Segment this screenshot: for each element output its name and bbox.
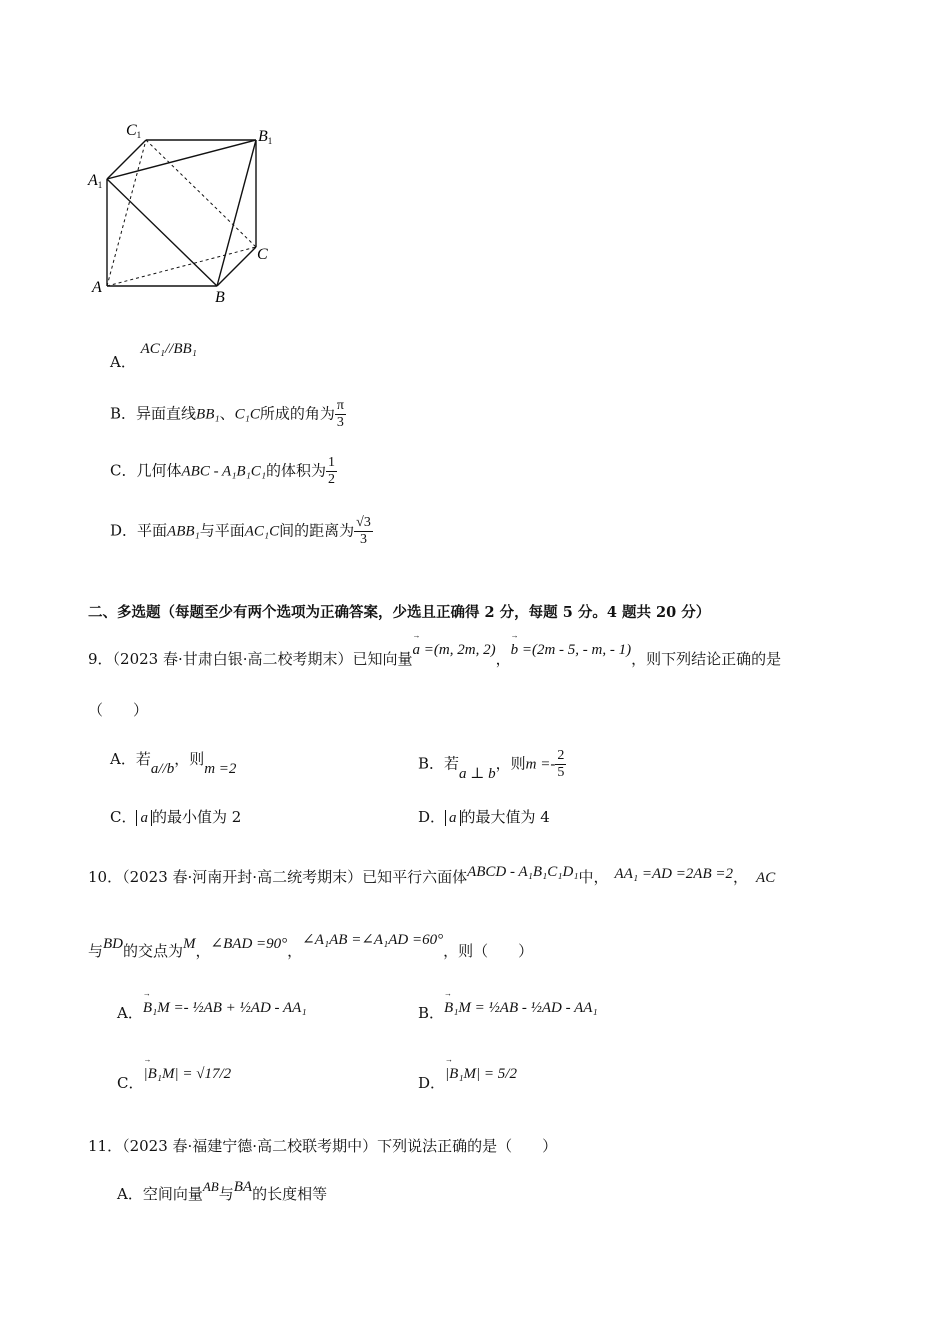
question-number: 10． (88, 868, 123, 886)
option-text: ，则 (174, 750, 205, 768)
math-abb1: ABB₁ (167, 523, 200, 540)
fraction-2-5: $\frac{2}{5}$ (557, 748, 565, 780)
option-text: 几何体 (136, 461, 182, 480)
option-letter: C． (117, 1074, 144, 1092)
math-angle-bad: ∠BAD =90° (210, 936, 288, 952)
math-bd: BD (103, 936, 124, 952)
label-C: C (257, 246, 268, 263)
label-B: B (215, 289, 225, 306)
math-vector-b: → b =(2m - 5, - m, - 1) (511, 642, 632, 659)
math-m-equals: m =- (525, 756, 556, 773)
option-letter: B． (418, 754, 445, 773)
math-ac: AC (756, 870, 776, 886)
prism-figure (80, 115, 290, 310)
option-text: 若 (444, 754, 460, 773)
edge-C1-C-hidden (146, 140, 256, 247)
option-text: 若 (135, 750, 151, 768)
label-C1: C1 (126, 122, 142, 140)
option-text: 与 (218, 1185, 234, 1203)
edge-A-C1-hidden (107, 140, 146, 286)
option-letter: D． (110, 521, 138, 540)
option-text: 与平面 (199, 521, 245, 540)
question-text: 中， (578, 868, 609, 886)
question-text: 已知平行六面体 (362, 868, 468, 886)
punct: ， (495, 650, 511, 668)
edge-A1-C1 (107, 140, 146, 179)
option-letter: C． (110, 808, 137, 826)
edge-A-C-hidden (107, 247, 256, 286)
math-c1c: C₁C (234, 406, 260, 423)
option-text: 的长度相等 (252, 1185, 328, 1203)
question-text: ，则（ ） (443, 942, 534, 960)
math-bb1: BB₁ (196, 406, 220, 423)
question-text: ，则下列结论正确的是 (631, 650, 782, 668)
q9-option-d (418, 806, 550, 827)
option-letter: B． (110, 404, 137, 423)
option-text: 平面 (137, 521, 168, 540)
edge-A1-B (107, 179, 217, 286)
option-text: 异面直线 (136, 404, 197, 423)
q9-option-a (110, 748, 237, 777)
math-abs-a: a (445, 810, 461, 826)
question-text: 已知向量 (352, 650, 413, 668)
question-number: 11． (88, 1137, 123, 1155)
question-text: 的交点为 (123, 942, 184, 960)
punct: ， (195, 942, 211, 960)
label-A1: A1 (88, 172, 103, 190)
section-heading: 二、多选题（每题至少有两个选项为正确答案，少选且正确得 2 分，每题 5 分。4 题共 20 分） (88, 604, 711, 621)
q10-option-b (418, 996, 598, 1022)
punct: ， (287, 942, 303, 960)
math-ac1-parallel-bb1: AC₁//BB₁ (140, 341, 197, 357)
option-text: 间的距离为 (279, 521, 355, 540)
math-b1m-length: → |B₁M| = √17/2 (143, 1066, 231, 1083)
punct: ， (733, 868, 749, 886)
math-a-perp-b: a ⊥ b (459, 765, 496, 782)
edge-B1-B (217, 140, 256, 286)
option-text: 所成的角为 (259, 404, 335, 423)
math-angles-a1: ∠A₁AB =∠A₁AD =60° (302, 932, 444, 948)
q9-paren: （ ） (88, 701, 149, 719)
option-letter: A． (110, 353, 136, 371)
q10-stem-line2 (88, 932, 534, 961)
option-letter: C． (110, 461, 137, 480)
label-A: A (92, 279, 102, 296)
option-letter: A． (110, 750, 136, 768)
math-lengths: AA₁ =AD =2AB =2 (614, 866, 734, 882)
math-a-parallel-b: a//b (150, 761, 175, 777)
option-letter: A． (117, 1185, 143, 1203)
q10-option-c (117, 1062, 232, 1092)
q8-option-b (110, 398, 346, 431)
option-letter: A． (117, 1004, 143, 1022)
option-text: 的最小值为 2 (151, 808, 242, 826)
math-b1m-length: → |B₁M| = 5/2 (445, 1066, 517, 1083)
fraction-sqrt3-3: $\frac{√3}{3}$ (356, 515, 371, 547)
edge-A1-B1 (107, 140, 256, 179)
option-text: 的最大值为 4 (460, 808, 550, 826)
math-ab: AB (202, 1179, 219, 1194)
q8-option-a (110, 337, 197, 371)
label-B1: B1 (258, 128, 273, 146)
q11-option-a (117, 1179, 328, 1204)
fraction-pi-3: $\frac{\pi}{3}$ (336, 398, 344, 430)
math-m: M (183, 936, 196, 952)
math-m-equals-2: m =2 (204, 761, 237, 777)
math-solid: ABC - A₁B₁C₁ (181, 463, 267, 480)
question-text: 与 (88, 942, 104, 960)
q10-option-a (117, 996, 307, 1022)
separator: 、 (219, 404, 235, 423)
option-letter: B． (418, 1004, 445, 1022)
option-letter: D． (418, 808, 446, 826)
math-b1m-expression: → B₁M = ½AB - ½AD - AA₁ (444, 1000, 598, 1017)
question-number: 9． (88, 650, 113, 668)
math-ba: BA (233, 1179, 253, 1195)
fraction-1-2: $\frac{1}{2}$ (328, 455, 336, 487)
math-abs-a: a (136, 810, 152, 826)
option-text: 空间向量 (142, 1185, 203, 1203)
q11-stem (88, 1135, 557, 1156)
option-text: 的体积为 (266, 461, 327, 480)
question-text: 下列说法正确的是（ ） (377, 1137, 558, 1155)
q9-option-c (110, 806, 241, 827)
q10-stem-line1 (88, 866, 775, 887)
question-source: （2023 春·甘肃白银·高二校考期末） (112, 650, 353, 668)
q8-option-d (110, 515, 373, 548)
question-source: （2023 春·福建宁德·高二校联考期中） (122, 1137, 378, 1155)
option-text: ，则 (495, 754, 526, 773)
math-parallelepiped: ABCD - A₁B₁C₁D₁ (467, 864, 579, 880)
math-b1m-expression: → B₁M =- ½AB + ½AD - AA₁ (143, 1000, 307, 1017)
q8-option-c (110, 455, 337, 488)
math-ac1c: AC₁C (244, 523, 280, 540)
option-letter: D． (418, 1074, 446, 1092)
math-vector-a: → a =(m, 2m, 2) (413, 642, 496, 659)
q9-option-b (418, 748, 566, 781)
q9-stem (88, 642, 782, 669)
q10-option-d (418, 1062, 517, 1092)
question-source: （2023 春·河南开封·高二统考期末） (122, 868, 363, 886)
